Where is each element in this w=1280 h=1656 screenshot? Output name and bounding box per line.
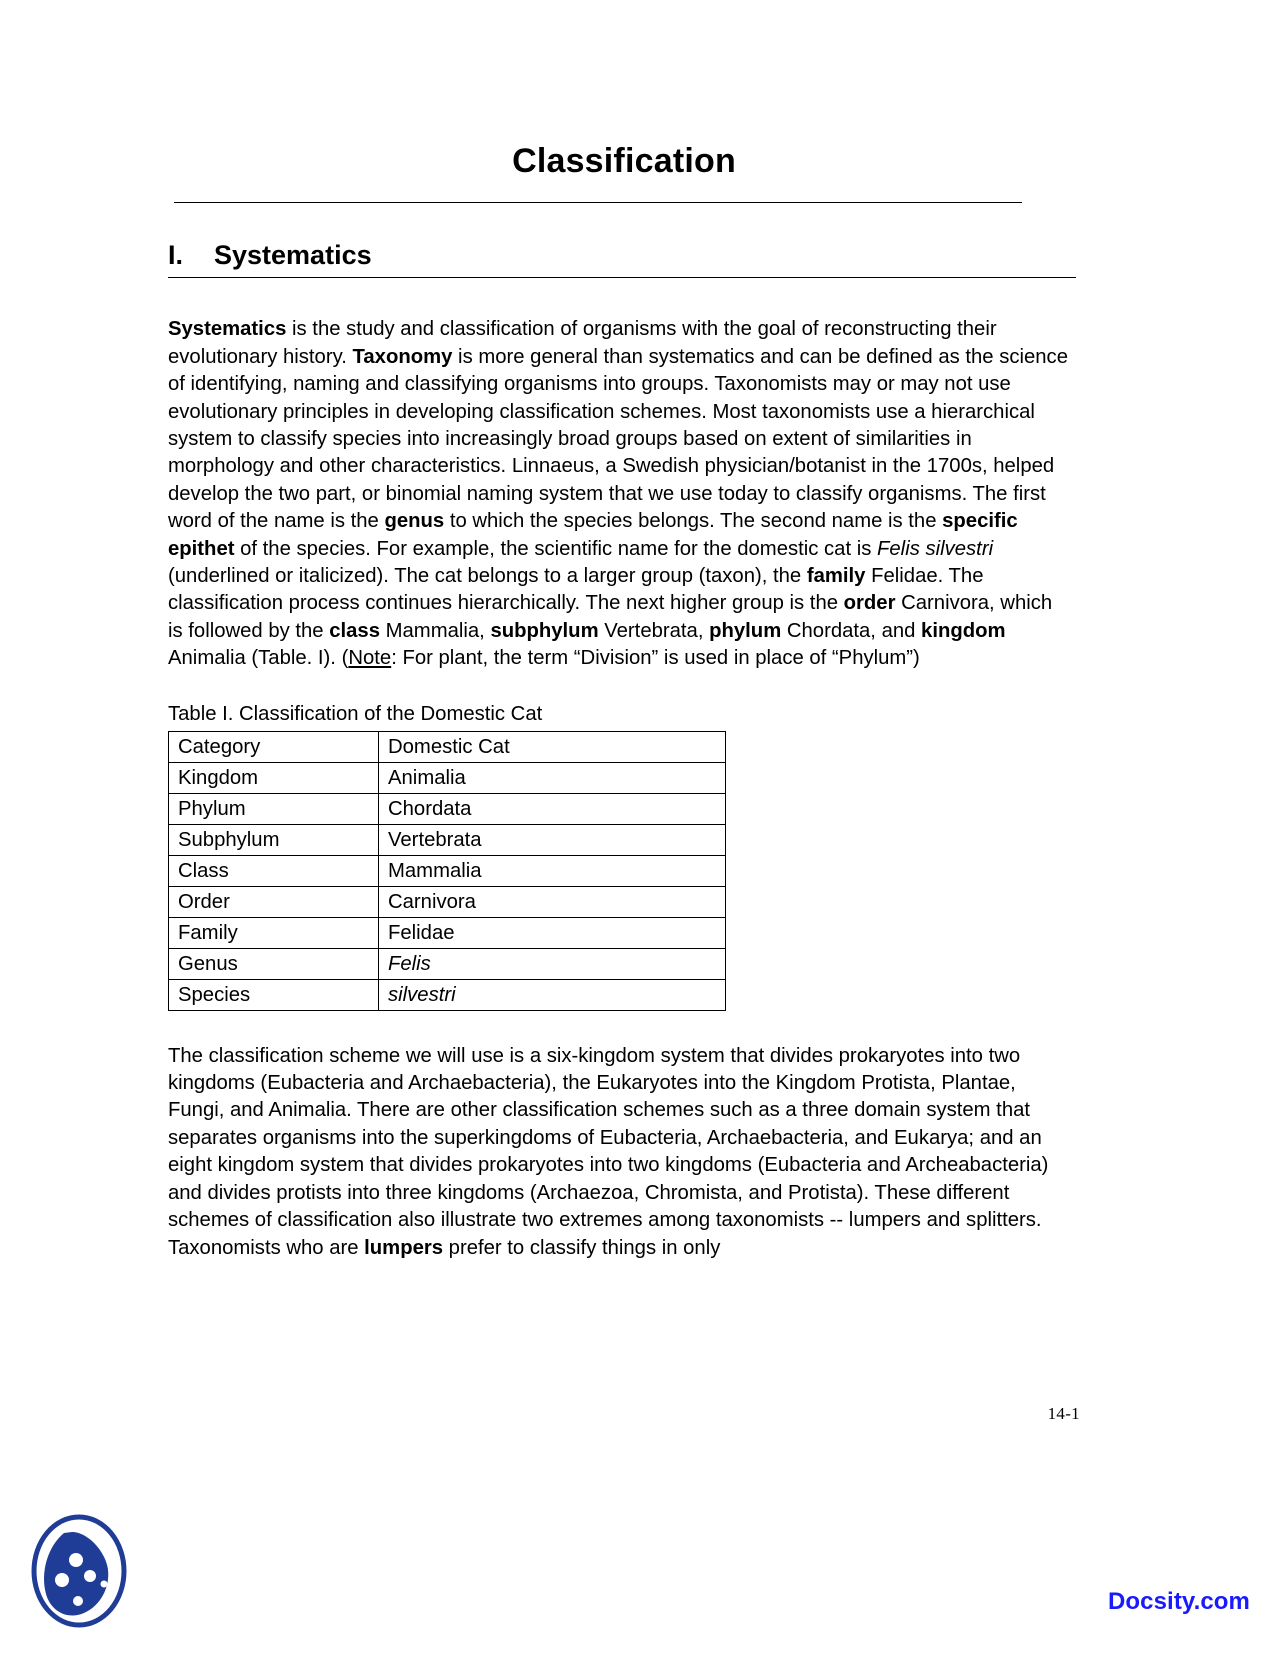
table-row — [169, 824, 726, 855]
table-cell-category: Order — [169, 886, 379, 917]
table-cell-category: Kingdom — [169, 762, 379, 793]
text-frag: is the study and classification of organisms with the goal of reconstructing their evolutionary history. — [168, 318, 997, 368]
text-frag: Chordata, and — [781, 619, 922, 642]
text-frag: is more general than systematics and can be defined as the science of identifying, naming and classifying organisms into groups. Taxonomists may or may not use evolutionary principles in developing classification schemes. Most taxonomists use a hierarchical system to classify species into increasingly broad groups based on extent of similarities in morphology and other characteristics. Linnaeus, a Swedish physician/botanist in the 1700s, helped develop the two part, or binomial naming system that we use today to classify organisms. The first word of the name is the — [168, 345, 1068, 533]
term-kingdom: kingdom — [921, 619, 1006, 642]
text-frag: prefer to classify things in only — [443, 1236, 721, 1259]
table-cell-value: silvestri — [379, 979, 726, 1010]
text-frag: Felidae. The classification process continues hierarchically. The next higher group is the — [168, 565, 984, 615]
table-cell-value: Felidae — [379, 917, 726, 948]
table-row — [169, 979, 726, 1010]
term-phylum: phylum — [709, 619, 782, 642]
table-cell-category: Family — [169, 917, 379, 948]
section-heading — [168, 240, 1076, 278]
text-frag: : For plant, the term “Division” is used in place of “Phylum”) — [391, 647, 920, 670]
table-cell-category: Class — [169, 855, 379, 886]
table-cell-value: Domestic Cat — [379, 731, 726, 762]
table-cell-category: Genus — [169, 948, 379, 979]
paragraph-systematics — [168, 316, 1068, 672]
term-systematics: Systematics — [168, 318, 287, 341]
table-row — [169, 917, 726, 948]
table-row — [169, 762, 726, 793]
term-subphylum: subphylum — [490, 619, 599, 642]
term-taxonomy: Taxonomy — [352, 345, 453, 368]
table-row — [169, 793, 726, 824]
table-cell-value: Vertebrata — [379, 824, 726, 855]
term-lumpers: lumpers — [364, 1236, 444, 1259]
table-cell-value: Felis — [379, 948, 726, 979]
text-frag: The classification scheme we will use is a six-kingdom system that divides prokaryotes into two kingdoms (Eubacteria and Archaebacteria), the Eukaryotes into the Kingdom Protista, Plantae, Fungi, and Animalia. There are other classification schemes such as a three domain system that separates organisms into the superkingdoms of Eubacteria, Archaebacteria, and Eukarya; and an eight kingdom system that divides prokaryotes into two kingdoms (Eubacteria and Archeabacteria) and divides protists into three kingdoms (Archaezoa, Chromista, and Protista). These different schemes of classification also illustrate two extremes among taxonomists -- lumpers and splitters. Taxonomists who are — [168, 1044, 1049, 1259]
table-row — [169, 886, 726, 917]
table-cell-category: Category — [169, 731, 379, 762]
term-class: class — [329, 619, 380, 642]
docsity-logo-icon — [28, 1512, 130, 1630]
note-label: Note — [348, 647, 392, 670]
section-title: Systematics — [214, 240, 372, 271]
text-frag: of the species. For example, the scientific name for the domestic cat is — [234, 537, 878, 560]
table-row — [169, 948, 726, 979]
text-frag: Animalia (Table. I). ( — [168, 647, 349, 670]
document-content — [168, 0, 1080, 1262]
table-cell-value: Chordata — [379, 793, 726, 824]
table-caption: Table I. Classification of the Domestic Cat — [168, 702, 543, 725]
table-cell-category: Phylum — [169, 793, 379, 824]
section-number: I. — [168, 240, 184, 271]
table-cell-value: Carnivora — [379, 886, 726, 917]
table-body — [169, 731, 726, 1010]
text-frag: Carnivora, which is followed by the — [168, 592, 1053, 642]
term-family: family — [806, 565, 866, 588]
term-genus: genus — [384, 510, 445, 533]
page-number: 14-1 — [1047, 1404, 1080, 1423]
text-frag: (underlined or italicized). The cat belongs to a larger group (taxon), the — [168, 565, 807, 588]
table-cell-value: Mammalia — [379, 855, 726, 886]
table-cell-category: Species — [169, 979, 379, 1010]
term-specific-epithet: specific epithet — [168, 510, 1018, 560]
classification-table — [168, 731, 726, 1011]
page-title: Classification — [512, 142, 736, 180]
term-order: order — [843, 592, 896, 615]
table-cell-value: Animalia — [379, 762, 726, 793]
text-frag: to which the species belongs. The second name is the — [444, 510, 943, 533]
table-row — [169, 731, 726, 762]
docsity-brand-label[interactable]: Docsity.com — [1107, 1588, 1250, 1615]
species-name-felis-silvestri: Felis silvestri — [877, 537, 994, 560]
table-cell-category: Subphylum — [169, 824, 379, 855]
text-frag: Vertebrata, — [598, 619, 710, 642]
title-divider — [174, 202, 1022, 203]
paragraph-classification-scheme — [168, 1043, 1068, 1262]
text-frag: Mammalia, — [379, 619, 491, 642]
table-row — [169, 855, 726, 886]
